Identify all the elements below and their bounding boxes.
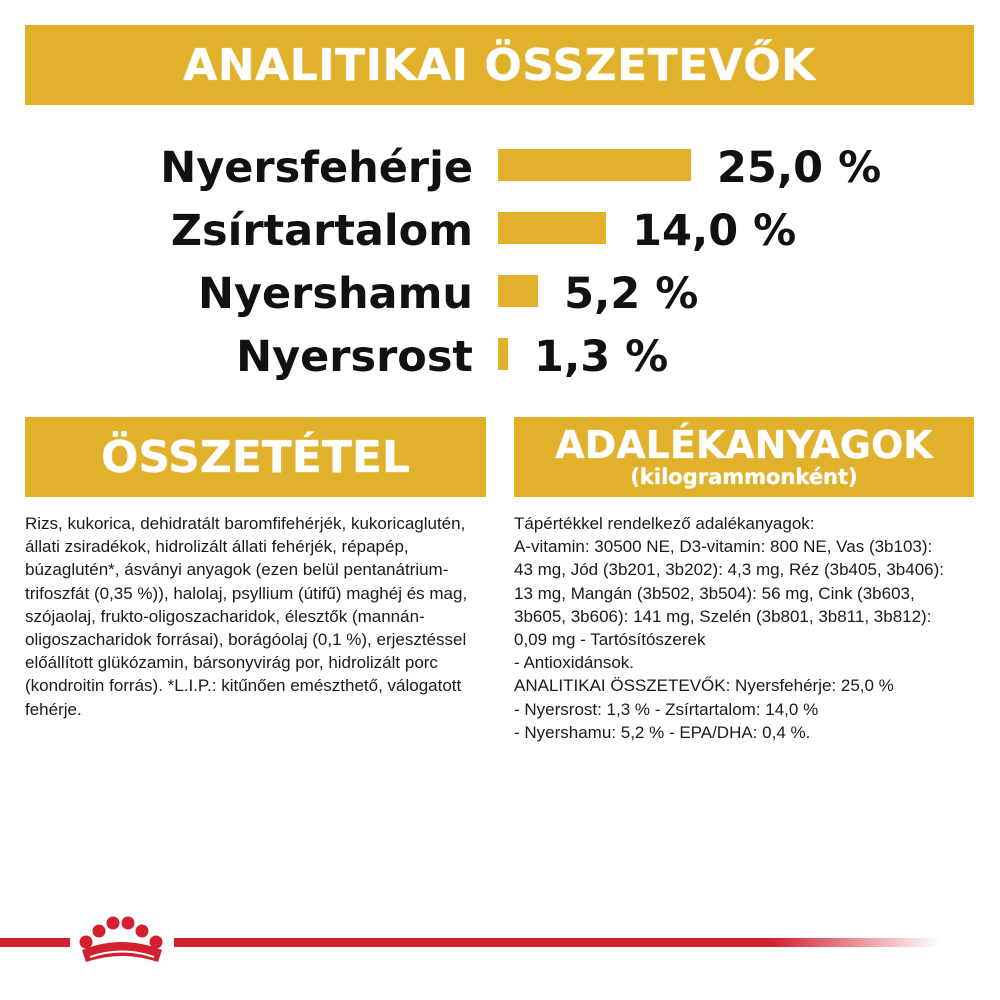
additives-title: ADALÉKANYAGOK xyxy=(555,423,933,467)
bar-value-label: 1,3 % xyxy=(534,332,669,382)
bar-row xyxy=(0,201,1000,261)
analytical-components-title: ANALITIKAI ÖSSZETEVŐK xyxy=(183,39,816,91)
bar-category-label: Nyersfehérje xyxy=(160,143,473,193)
composition-banner xyxy=(25,417,486,497)
bar-mark xyxy=(498,212,606,244)
bar-category-label: Zsírtartalom xyxy=(170,206,473,256)
additives-banner xyxy=(514,417,974,497)
bar-value-label: 5,2 % xyxy=(564,269,699,319)
bar-mark xyxy=(498,338,508,370)
bar-value-label: 25,0 % xyxy=(717,143,882,193)
bar-value-label: 14,0 % xyxy=(632,206,797,256)
bar-category-label: Nyershamu xyxy=(197,269,473,319)
bar-mark xyxy=(498,149,691,181)
bar-category-label: Nyersrost xyxy=(236,332,473,382)
additives-text: Tápértékkel rendelkező adalékanyagok: A-vitamin: 30500 NE, D3-vitamin: 800 NE, Vas (3b103): 43 mg, Jód (3b201, 3b202): 4,3 mg, Réz (3b405, 3b406): 13 mg, Mangán (3b502, 3b504): 56 mg, Cink (3b603, 3b605, 3b606): 141 mg, Szelén (3b801, 3b811, 3b812): 0,09 mg - Tartósítószerek - Antioxidánsok. ANALITIKAI ÖSSZETEVŐK: Nyersfehérje: 25,0 % - Nyersrost: 1,3 % - Zsírtartalom: 14,0 % - Nyershamu: 5,2 % - EPA/DHA: 0,4 %. xyxy=(514,514,944,742)
bar-row xyxy=(0,264,1000,324)
royal-canin-crown-icon xyxy=(70,912,174,972)
composition-title: ÖSSZETÉTEL xyxy=(101,431,410,483)
bar-row xyxy=(0,327,1000,387)
bar-mark xyxy=(498,275,538,307)
analytical-components-banner xyxy=(25,25,974,105)
additives-subtitle: (kilogrammonként) xyxy=(630,465,858,489)
bar-row xyxy=(0,138,1000,198)
composition-text: Rizs, kukorica, dehidratált baromfifehérjék, kukoricaglutén, állati zsiradékok, hidrolizált állati fehérjék, répapép, búzaglutén*, ásványi anyagok (ezen belül pentanátrium-trifoszfát (0,35 %)), halolaj, psyllium (útifű) maghéj és mag, szójaolaj, frukto-oligoszacharidok, élesztők (mannán-oligoszacharidok forrásai), borágóolaj (0,1 %), erjesztéssel előállított glükózamin, bársonyvirág por, hidrolizált porc (kondroitin forrás). *L.I.P.: kitűnően emészthető, válogatott fehérje. xyxy=(25,514,468,719)
